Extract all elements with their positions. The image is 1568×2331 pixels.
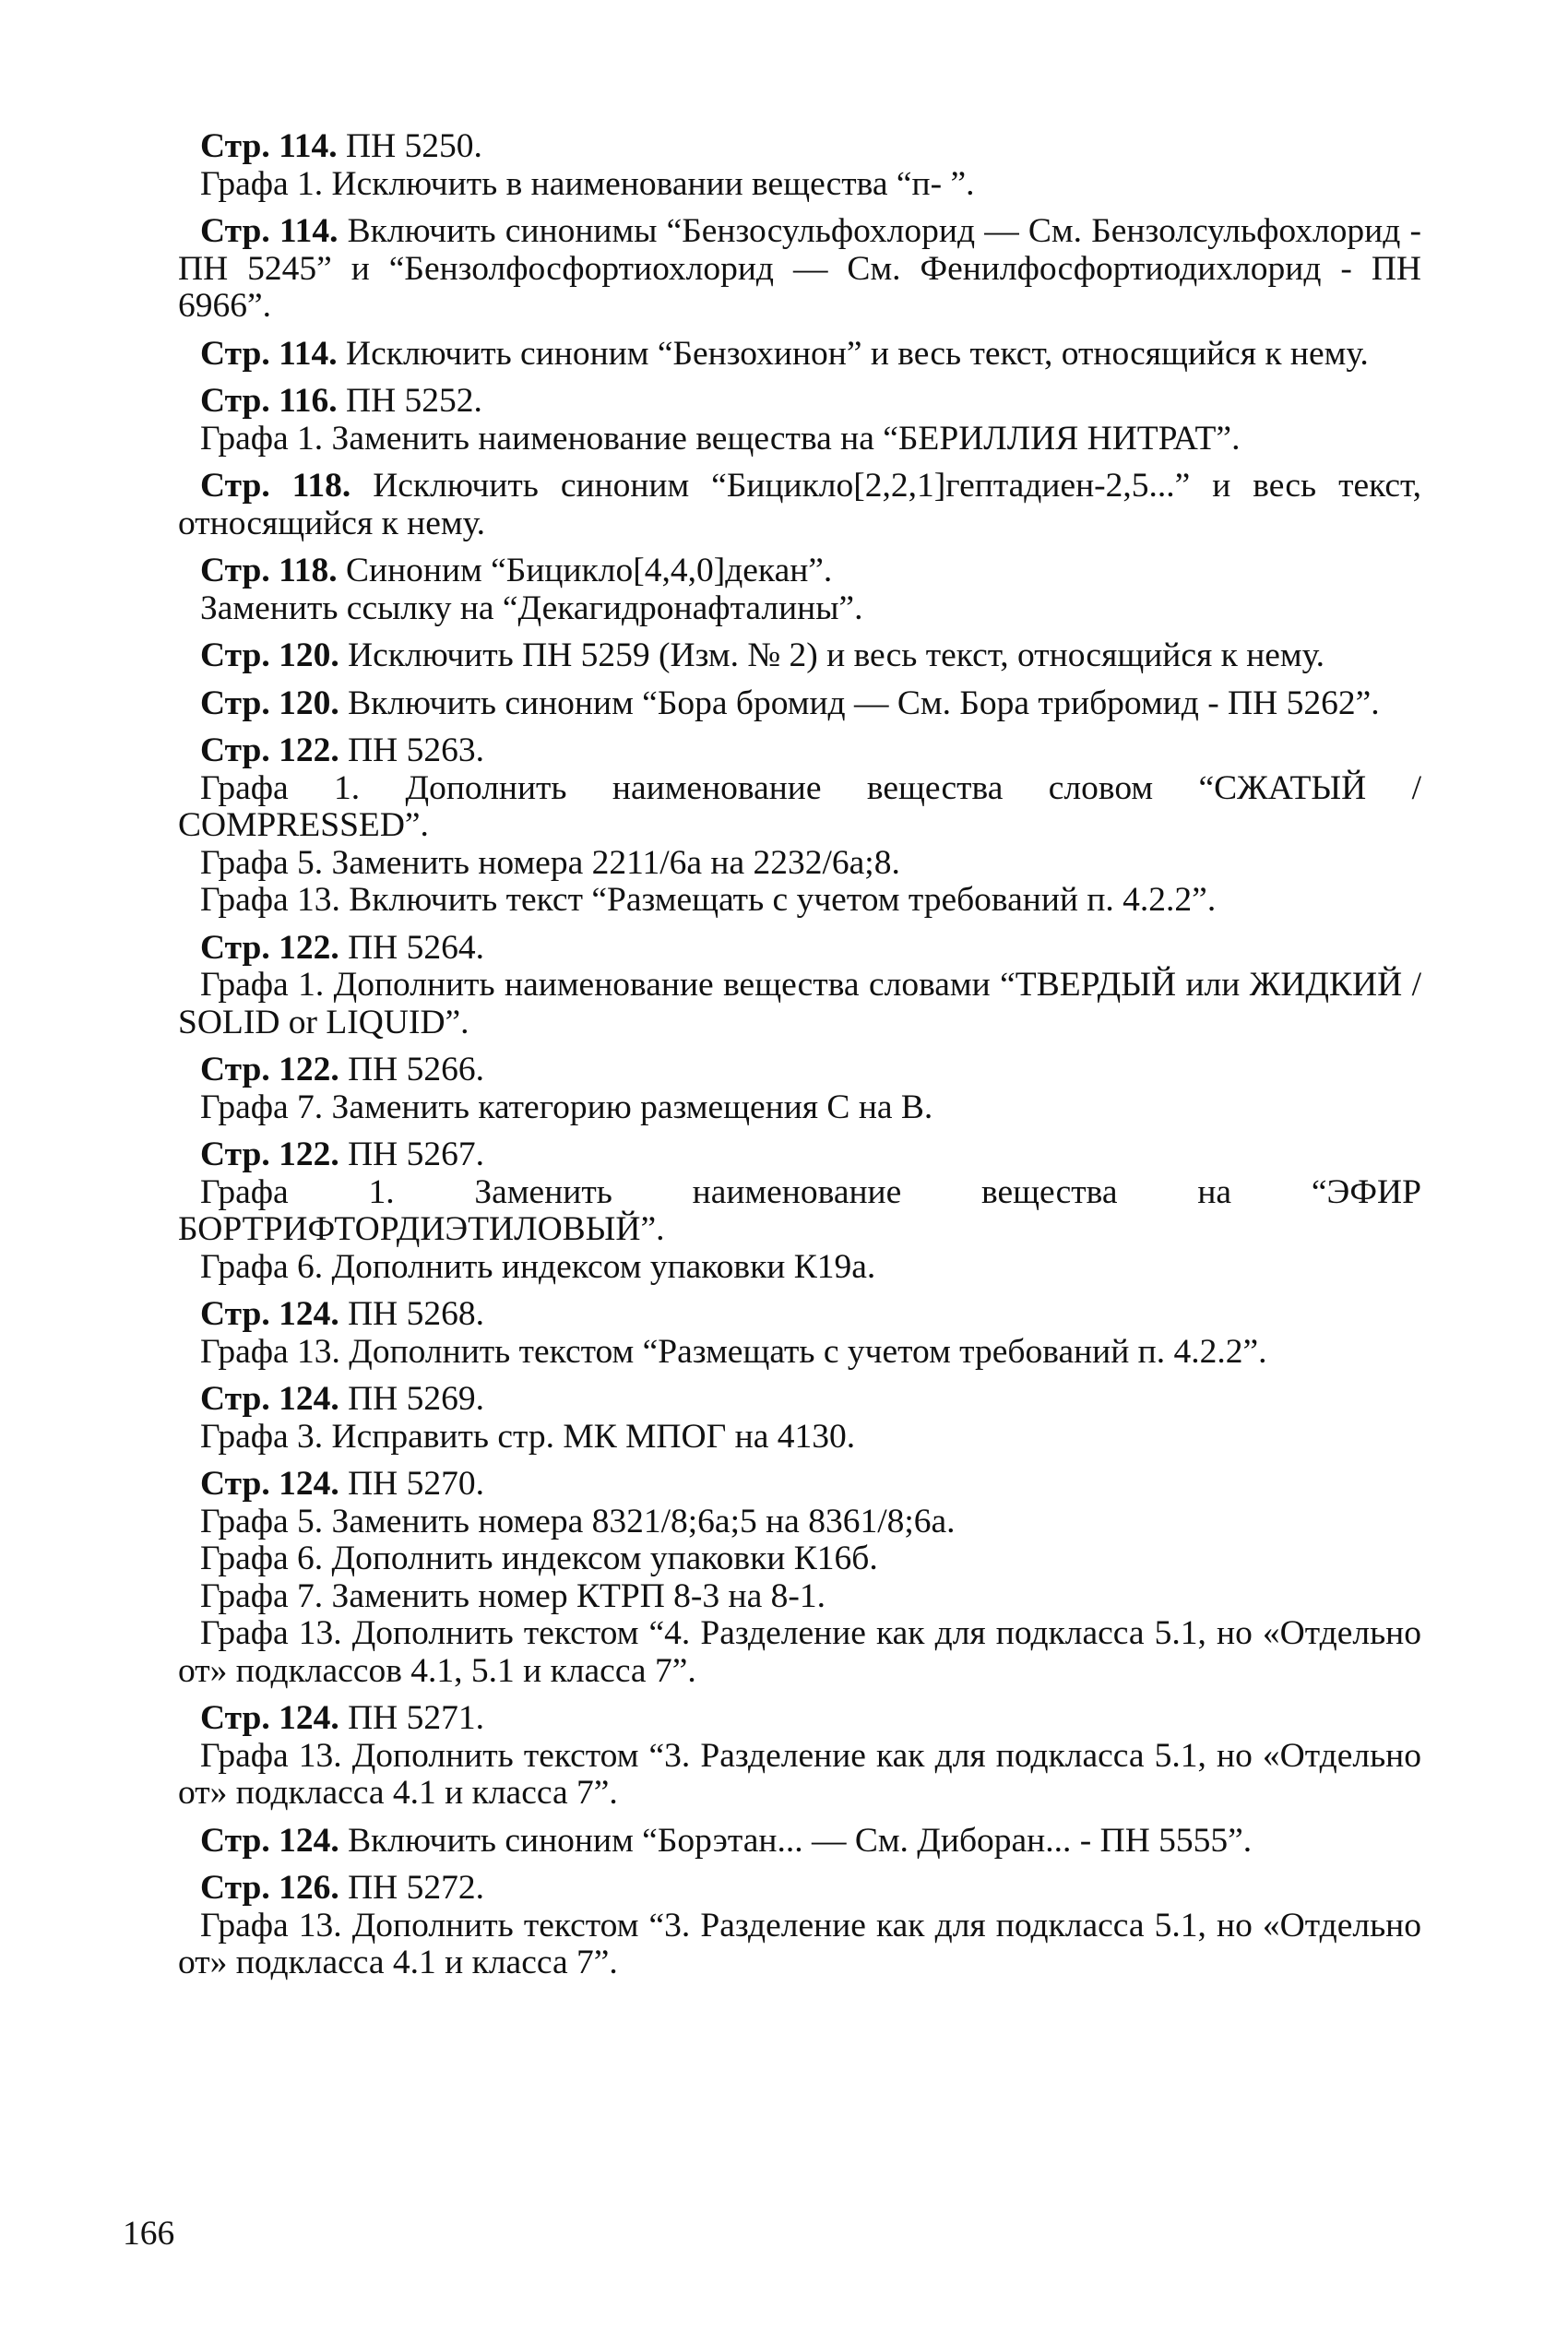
page-reference: Стр. 114. — [200, 212, 339, 250]
amendment-entry — [178, 1823, 1421, 1861]
entry-heading — [178, 1466, 1421, 1504]
document-body — [178, 128, 1421, 1992]
entry-instruction: Графа 1. Дополнить наименование вещества словами “ТВЕРДЫЙ или ЖИДКИЙ / SOLID or LIQUID”. — [178, 966, 1421, 1041]
entry-text: ПН 5263. — [348, 731, 484, 769]
entry-instruction: Графа 13. Дополнить текстом “3. Разделение как для подкласса 5.1, но «Отдельно от» подкласса 4.1 и класса 7”. — [178, 1906, 1421, 1981]
entry-text: ПН 5250. — [346, 127, 482, 165]
page-reference: Стр. 118. — [200, 467, 351, 505]
entry-heading — [178, 468, 1421, 542]
amendment-entry — [178, 336, 1421, 374]
entry-text: ПН 5271. — [348, 1699, 484, 1737]
page-number: 166 — [123, 2215, 175, 2253]
entry-text: ПН 5264. — [348, 928, 484, 967]
entry-instruction: Графа 3. Исправить стр. МК МПОГ на 4130. — [200, 1417, 856, 1456]
entry-text: Исключить синоним “Бицикло[2,2,1]гептадиен-2,5...” и весь текст, относящийся к нему. — [178, 467, 1421, 542]
amendment-entry — [178, 383, 1421, 458]
entry-heading — [178, 637, 1421, 675]
page-reference: Стр. 124. — [200, 1821, 339, 1860]
entry-text: ПН 5267. — [348, 1136, 484, 1173]
page-reference: Стр. 116. — [200, 382, 338, 420]
amendment-entry — [178, 1296, 1421, 1371]
amendment-entry — [178, 732, 1421, 920]
entry-heading — [178, 336, 1421, 374]
page-reference: Стр. 122. — [200, 1136, 339, 1173]
amendment-entry — [178, 1466, 1421, 1690]
amendment-entry — [178, 468, 1421, 542]
page-reference: Стр. 124. — [200, 1465, 339, 1503]
page-reference: Стр. 114. — [200, 334, 338, 373]
amendment-entry — [178, 1381, 1421, 1456]
entry-text: ПН 5269. — [348, 1380, 484, 1418]
amendment-entry — [178, 930, 1421, 1042]
page-reference: Стр. 124. — [200, 1295, 339, 1333]
amendment-entry — [178, 553, 1421, 627]
page-reference: Стр. 120. — [200, 636, 339, 674]
entry-text: Исключить синоним “Бензохинон” и весь текст, относящийся к нему. — [346, 334, 1369, 373]
amendment-entry — [178, 1870, 1421, 1982]
entry-instruction: Графа 13. Дополнить текстом “4. Разделение как для подкласса 5.1, но «Отдельно от» подклассов 4.1, 5.1 и класса 7”. — [178, 1614, 1421, 1690]
entry-heading — [178, 128, 1421, 166]
page-reference: Стр. 118. — [200, 552, 338, 589]
entry-heading — [178, 1700, 1421, 1738]
entry-heading — [178, 1823, 1421, 1861]
entry-instruction: Графа 7. Заменить категорию размещения С на В. — [200, 1088, 933, 1126]
page-reference: Стр. 124. — [200, 1699, 339, 1737]
entry-heading — [178, 685, 1421, 723]
entry-text: Включить синоним “Борэтан... — См. Диборан... - ПН 5555”. — [348, 1821, 1253, 1860]
entry-instruction: Графа 13. Включить текст “Размещать с учетом требований п. 4.2.2”. — [200, 881, 1217, 919]
entry-heading — [178, 732, 1421, 770]
entry-text: ПН 5272. — [348, 1869, 484, 1907]
entry-text: Исключить ПН 5259 (Изм. № 2) и весь текст, относящийся к нему. — [348, 636, 1325, 674]
entry-instruction: Графа 1. Дополнить наименование вещества словом “СЖАТЫЙ / COMPRESSED”. — [178, 768, 1421, 844]
entry-instruction: Графа 5. Заменить номера 8321/8;6а;5 на 8361/8;6а. — [200, 1502, 956, 1540]
entry-heading — [178, 1052, 1421, 1089]
entry-text: ПН 5252. — [346, 382, 482, 420]
amendment-entry — [178, 1700, 1421, 1813]
entry-text: ПН 5268. — [348, 1295, 484, 1333]
amendment-entry — [178, 1136, 1421, 1286]
amendment-entry — [178, 685, 1421, 723]
page-reference: Стр. 122. — [200, 928, 339, 967]
page-reference: Стр. 126. — [200, 1869, 339, 1907]
entry-heading — [178, 383, 1421, 421]
amendment-entry — [178, 1052, 1421, 1126]
entry-heading — [178, 213, 1421, 326]
entry-heading — [178, 1381, 1421, 1419]
entry-instruction: Графа 13. Дополнить текстом “3. Разделение как для подкласса 5.1, но «Отдельно от» подкласса 4.1 и класса 7”. — [178, 1736, 1421, 1812]
entry-heading — [178, 1870, 1421, 1908]
entry-heading — [178, 1296, 1421, 1334]
amendment-entry — [178, 637, 1421, 675]
entry-instruction: Графа 13. Дополнить текстом “Размещать с учетом требований п. 4.2.2”. — [200, 1332, 1267, 1371]
entry-instruction: Графа 6. Дополнить индексом упаковки К16б. — [200, 1540, 878, 1577]
page-reference: Стр. 114. — [200, 127, 338, 165]
entry-instruction: Заменить ссылку на “Декагидронафталины”. — [200, 589, 863, 627]
page-reference: Стр. 120. — [200, 684, 339, 722]
amendment-entry — [178, 128, 1421, 203]
entry-instruction: Графа 7. Заменить номер КТРП 8-3 на 8-1. — [200, 1576, 826, 1615]
entry-heading — [178, 930, 1421, 968]
page-reference: Стр. 122. — [200, 1051, 339, 1088]
page-reference: Стр. 122. — [200, 731, 339, 769]
entry-instruction: Графа 1. Исключить в наименовании вещества “п- ”. — [200, 164, 975, 203]
entry-instruction: Графа 5. Заменить номера 2211/6а на 2232/6а;8. — [200, 843, 900, 882]
entry-text: Включить синонимы “Бензосульфохлорид — См. Бензолсульфохлорид - ПН 5245” и “Бензолфосфортиохлорид — См. Фенилфосфортиодихлорид - ПН 6966”. — [178, 212, 1422, 325]
entry-instruction: Графа 6. Дополнить индексом упаковки К19а. — [200, 1247, 876, 1286]
entry-heading — [178, 1136, 1421, 1174]
entry-instruction: Графа 1. Заменить наименование вещества на “ЭФИР БОРТРИФТОРДИЭТИЛОВЫЙ”. — [178, 1172, 1421, 1248]
entry-instruction: Графа 1. Заменить наименование вещества на “БЕРИЛЛИЯ НИТРАТ”. — [200, 419, 1241, 458]
entry-text: ПН 5266. — [348, 1051, 484, 1088]
page-reference: Стр. 124. — [200, 1380, 339, 1418]
entry-text: Включить синоним “Бора бромид — См. Бора трибромид - ПН 5262”. — [348, 684, 1380, 722]
entry-text: ПН 5270. — [348, 1465, 484, 1503]
amendment-entry — [178, 213, 1421, 326]
entry-heading — [178, 553, 1421, 590]
entry-text: Синоним “Бицикло[4,4,0]декан”. — [346, 552, 833, 589]
